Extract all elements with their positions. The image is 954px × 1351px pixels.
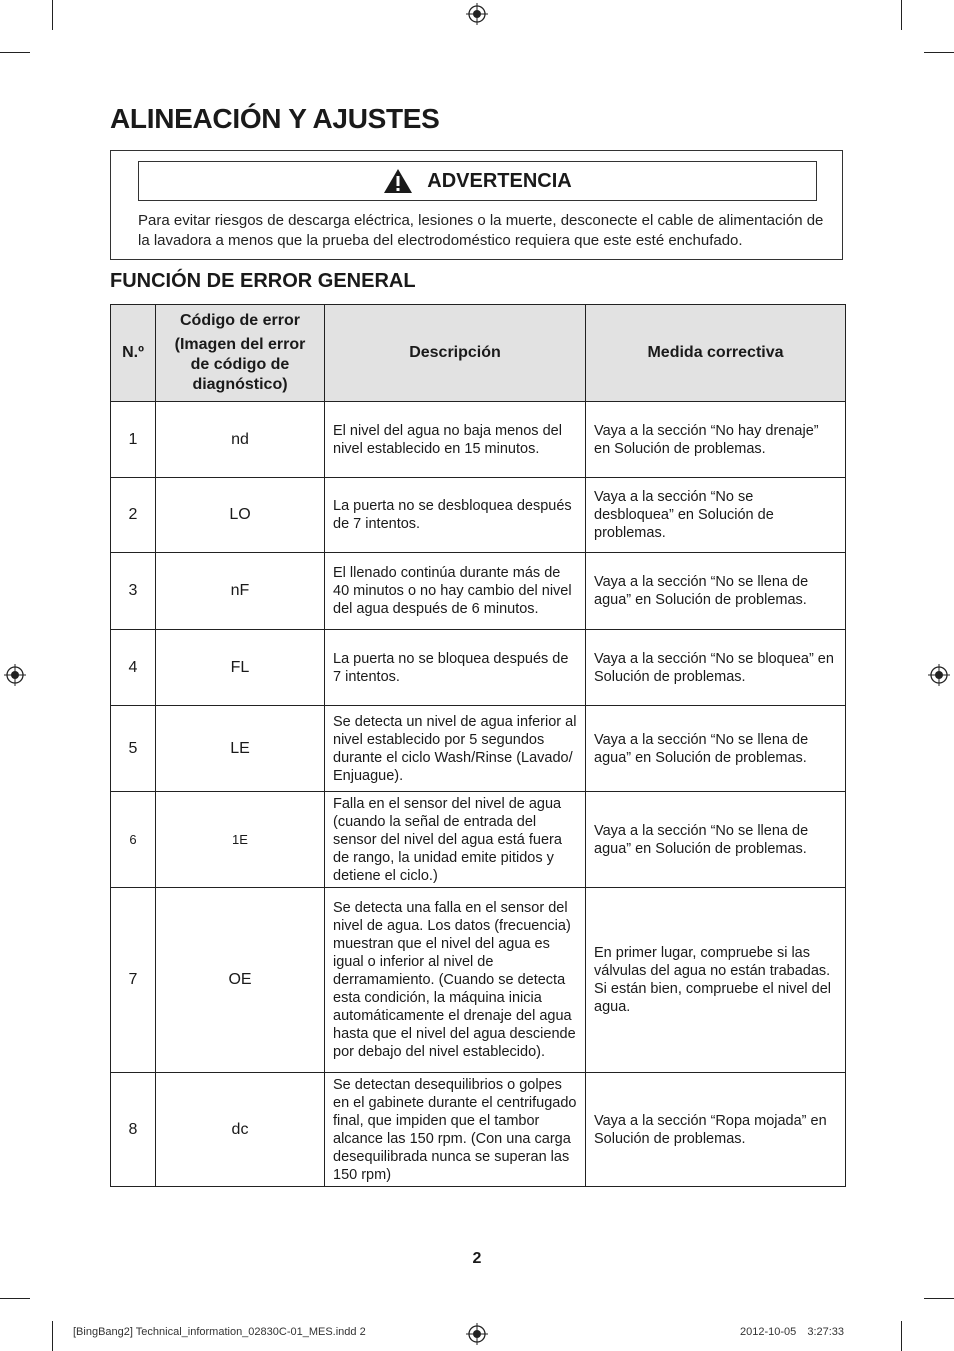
crop-mark bbox=[924, 1298, 954, 1299]
row-description: El llenado continúa durante más de 40 minutos o no hay cambio del nivel del agua después de 6 minutos. bbox=[325, 553, 586, 630]
table-row bbox=[111, 630, 846, 706]
row-description: La puerta no se desbloquea después de 7 intentos. bbox=[325, 478, 586, 553]
row-action: Vaya a la sección “No se llena de agua” en Solución de problemas. bbox=[586, 792, 846, 888]
row-action: Vaya a la sección “Ropa mojada” en Solución de problemas. bbox=[586, 1073, 846, 1187]
row-action: Vaya a la sección “No se desbloquea” en Solución de problemas. bbox=[586, 478, 846, 553]
table-row bbox=[111, 402, 846, 478]
footer-file: [BingBang2] Technical_information_02830C-01_MES.indd 2 bbox=[73, 1326, 366, 1338]
row-num: 4 bbox=[111, 630, 156, 706]
warning-box bbox=[110, 150, 843, 260]
row-num: 5 bbox=[111, 706, 156, 792]
warning-header bbox=[138, 161, 817, 201]
header-code bbox=[156, 305, 325, 402]
header-description: Descripción bbox=[325, 305, 586, 402]
row-num: 1 bbox=[111, 402, 156, 478]
table-row bbox=[111, 706, 846, 792]
table-header-row bbox=[111, 305, 846, 402]
crop-mark bbox=[0, 1298, 30, 1299]
row-action: Vaya a la sección “No se bloquea” en Solución de problemas. bbox=[586, 630, 846, 706]
registration-mark-icon bbox=[4, 664, 26, 686]
row-description: Se detectan desequilibrios o golpes en el gabinete durante el centrifugado final, que impiden que el tambor alcance las 150 rpm. (Con una carga desequilibrada nunca se superan las 150 rpm) bbox=[325, 1073, 586, 1187]
header-action: Medida correctiva bbox=[586, 305, 846, 402]
footer-date: 2012-10-05 bbox=[740, 1326, 797, 1338]
crop-mark bbox=[901, 0, 902, 30]
row-num: 6 bbox=[111, 792, 156, 888]
registration-mark-icon bbox=[928, 664, 950, 686]
row-num: 3 bbox=[111, 553, 156, 630]
table-row bbox=[111, 888, 846, 1073]
row-code: LO bbox=[156, 478, 325, 553]
table-row bbox=[111, 478, 846, 553]
crop-mark bbox=[924, 52, 954, 53]
row-description: Se detecta un nivel de agua inferior al nivel establecido por 5 segundos durante el ciclo Wash/Rinse (Lavado/ Enjuague). bbox=[325, 706, 586, 792]
row-num: 2 bbox=[111, 478, 156, 553]
row-action: Vaya a la sección “No se llena de agua” en Solución de problemas. bbox=[586, 706, 846, 792]
error-table bbox=[110, 304, 846, 1187]
crop-mark bbox=[52, 1321, 53, 1351]
page-number: 2 bbox=[472, 1250, 482, 1267]
header-num: N.º bbox=[111, 305, 156, 402]
warning-label: ADVERTENCIA bbox=[427, 169, 572, 192]
registration-mark-icon bbox=[466, 1323, 488, 1345]
row-description: La puerta no se bloquea después de 7 intentos. bbox=[325, 630, 586, 706]
row-code: dc bbox=[156, 1073, 325, 1187]
header-code-line2: (Imagen del error de código de diagnóstico) bbox=[174, 336, 306, 393]
warning-text: Para evitar riesgos de descarga eléctrica, lesiones o la muerte, desconecte el cable de alimentación de la lavadora a menos que la prueba del electrodoméstico requiera que este esté enchufado. bbox=[138, 212, 824, 249]
crop-mark bbox=[901, 1321, 902, 1351]
header-code-line1: Código de error bbox=[179, 312, 300, 329]
row-action: Vaya a la sección “No se llena de agua” en Solución de problemas. bbox=[586, 553, 846, 630]
row-num: 7 bbox=[111, 888, 156, 1073]
row-action: Vaya a la sección “No hay drenaje” en Solución de problemas. bbox=[586, 402, 846, 478]
crop-mark bbox=[0, 52, 30, 53]
row-code: 1E bbox=[156, 792, 325, 888]
warning-triangle-icon bbox=[383, 168, 413, 194]
table-row bbox=[111, 1073, 846, 1187]
row-code: nF bbox=[156, 553, 325, 630]
section-title: FUNCIÓN DE ERROR GENERAL bbox=[110, 270, 416, 292]
row-code: OE bbox=[156, 888, 325, 1073]
row-code: nd bbox=[156, 402, 325, 478]
footer-time: 3:27:33 bbox=[807, 1326, 845, 1338]
row-description: Se detecta una falla en el sensor del nivel de agua. Los datos (frecuencia) muestran que el nivel del agua es igual o inferior al nivel de derramamiento. (Cuando se detecta esta condición, la máquina inicia automáticamente el drenaje del agua hasta que el nivel del agua desciende por debajo del nivel establecido). bbox=[325, 888, 586, 1073]
row-num: 8 bbox=[111, 1073, 156, 1187]
row-description: El nivel del agua no baja menos del nivel establecido en 15 minutos. bbox=[325, 402, 586, 478]
row-description: Falla en el sensor del nivel de agua (cuando la señal de entrada del sensor del nivel del agua está fuera de rango, la unidad emite pitidos y detiene el ciclo.) bbox=[325, 792, 586, 888]
registration-mark-icon bbox=[466, 3, 488, 25]
table-row bbox=[111, 553, 846, 630]
crop-mark bbox=[52, 0, 53, 30]
table-row bbox=[111, 792, 846, 888]
page-title: ALINEACIÓN Y AJUSTES bbox=[110, 103, 440, 134]
row-code: FL bbox=[156, 630, 325, 706]
footer-timestamp bbox=[740, 1326, 844, 1338]
row-code: LE bbox=[156, 706, 325, 792]
row-action: En primer lugar, compruebe si las válvulas del agua no están trabadas. Si están bien, compruebe el nivel del agua. bbox=[586, 888, 846, 1073]
